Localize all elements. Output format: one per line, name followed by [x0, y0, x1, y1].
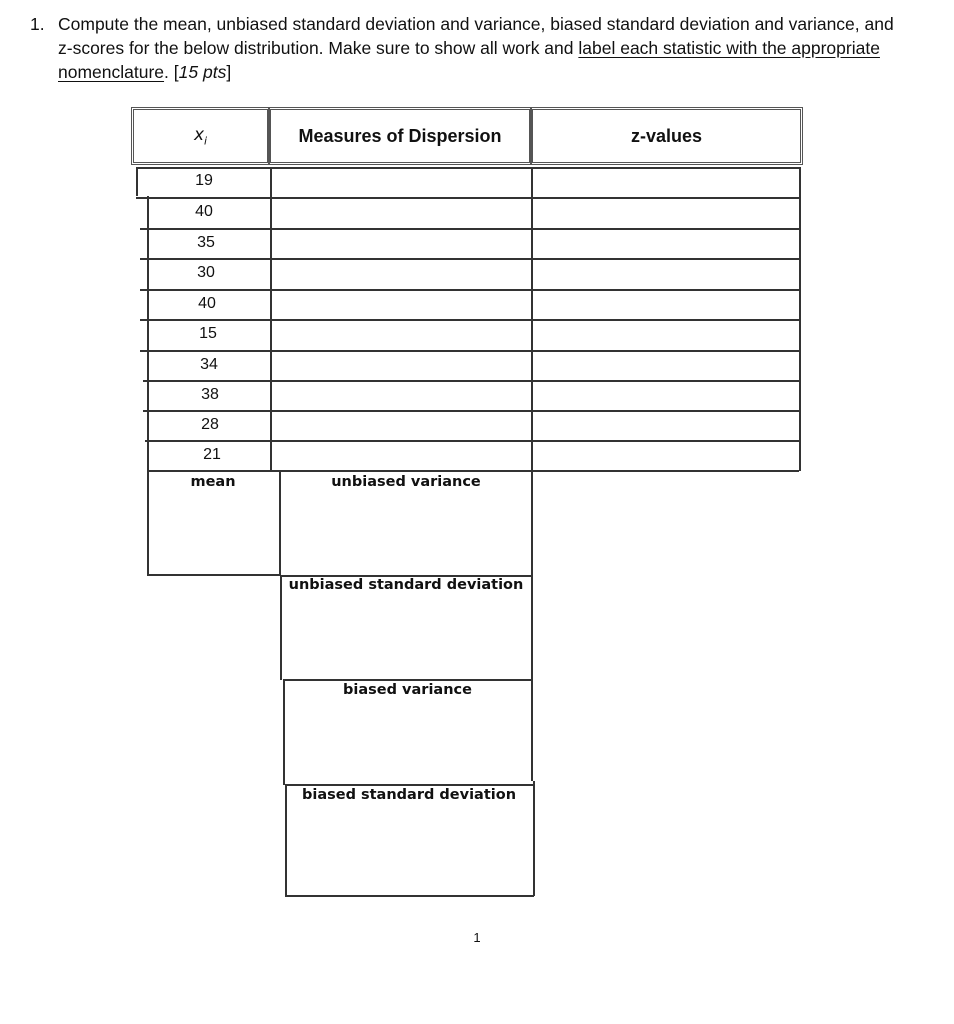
grid-line	[140, 350, 800, 352]
grid-line	[283, 679, 532, 681]
nomenclature-underlined: nomenclature	[58, 62, 165, 82]
grid-line	[140, 258, 800, 260]
unbiased-sd-label: unbiased standard deviation	[288, 577, 524, 593]
xi-value: 35	[197, 234, 215, 251]
grid-line	[136, 167, 800, 169]
biased-sd-label: biased standard deviation	[301, 787, 517, 803]
grid-line	[140, 228, 800, 230]
xi-subscript: i	[204, 134, 208, 148]
xi-value: 40	[195, 203, 213, 220]
grid-line	[140, 289, 800, 291]
question-line-2-underlined: label each statistic with the appropriate	[578, 38, 880, 58]
header-xi	[131, 107, 270, 165]
question-number: 1.	[30, 14, 45, 34]
xi-value: 40	[198, 295, 216, 312]
points-value: 15 pts	[178, 62, 227, 82]
points-close: ]	[226, 62, 232, 82]
question-line-2	[58, 36, 880, 60]
question-line-2-text: z-scores for the below distribution. Make sure to show all work and	[58, 38, 579, 58]
grid-line	[147, 574, 280, 576]
unbiased-variance-label: unbiased variance	[331, 474, 481, 490]
grid-line	[147, 196, 149, 574]
xi-symbol	[194, 125, 207, 147]
grid-line	[143, 380, 799, 382]
grid-line	[140, 319, 800, 321]
grid-line	[136, 197, 800, 199]
header-measures: Measures of Dispersion	[268, 107, 532, 165]
question-line-1: Compute the mean, unbiased standard deviation and variance, biased standard deviation and variance, and	[58, 14, 894, 34]
grid-line	[285, 784, 533, 786]
xi-value: 30	[197, 264, 215, 281]
grid-line	[147, 470, 799, 472]
grid-line	[533, 781, 535, 896]
grid-line	[285, 895, 534, 897]
points-open: . [	[164, 62, 179, 82]
xi-value: 38	[201, 386, 219, 403]
xi-value: 15	[199, 325, 217, 342]
grid-line	[143, 410, 799, 412]
question-line-3	[58, 60, 231, 84]
mean-label: mean	[190, 474, 236, 490]
page-number: 1	[473, 930, 481, 945]
grid-line	[531, 471, 533, 781]
biased-variance-label: biased variance	[343, 682, 472, 698]
xi-value: 34	[200, 356, 218, 373]
xi-base: x	[193, 124, 204, 145]
header-zvalues: z-values	[530, 107, 803, 165]
xi-value: 19	[195, 172, 213, 189]
grid-line	[136, 167, 138, 196]
xi-value: 28	[201, 416, 219, 433]
grid-line	[145, 440, 799, 442]
xi-value: 21	[203, 446, 221, 463]
